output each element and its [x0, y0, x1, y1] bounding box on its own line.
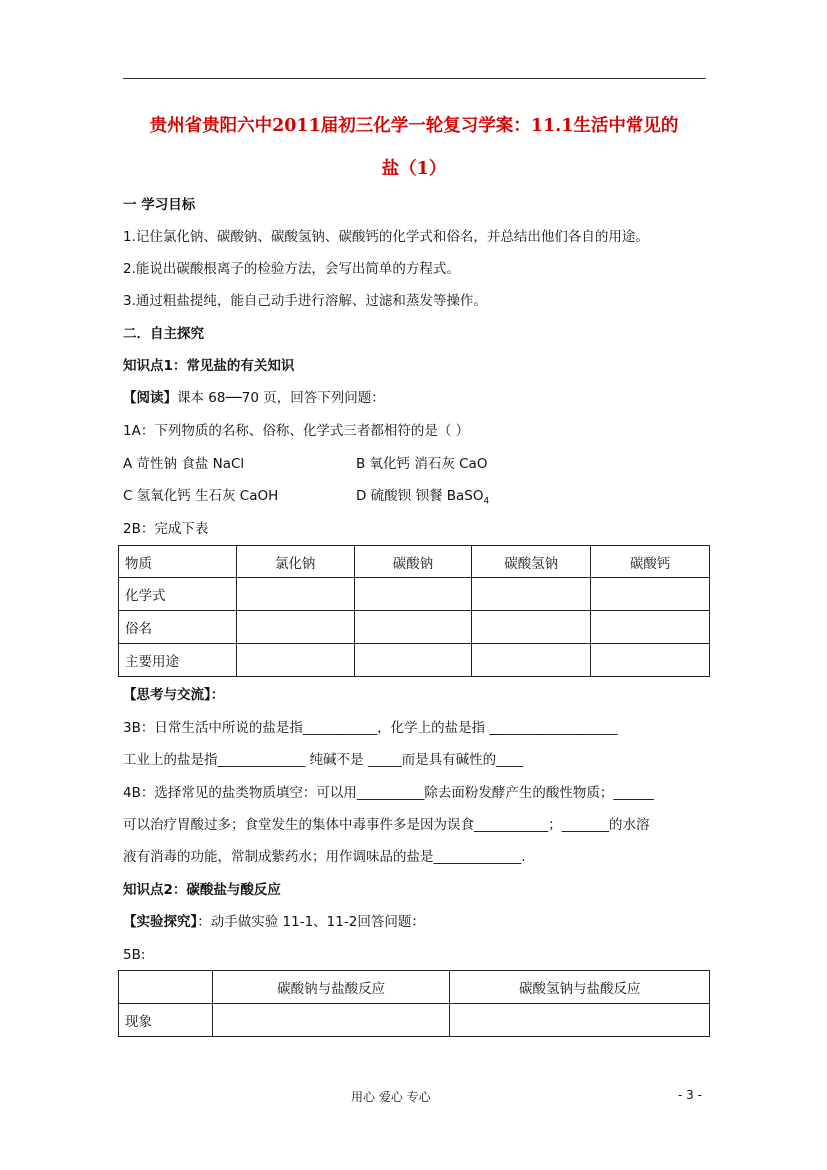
reading-label: 【阅读】	[123, 390, 177, 406]
table-header-cell: 碳酸钠与盐酸反应	[212, 971, 450, 1004]
header-rule	[123, 78, 706, 79]
footer-motto: 用心 爱心 专心	[351, 1090, 431, 1104]
blank-cell[interactable]	[212, 1004, 450, 1037]
page-number: - 3 -	[678, 1088, 702, 1102]
blank-cell[interactable]	[236, 578, 354, 611]
table-row	[119, 1004, 710, 1037]
table-header-cell: 碳酸钙	[591, 546, 710, 578]
option-d-text: D 硫酸钡 钡餐 BaSO	[356, 488, 484, 504]
blank-cell[interactable]	[472, 578, 591, 611]
blank-cell[interactable]	[472, 644, 591, 677]
table-header-cell: 碳酸钠	[354, 546, 472, 578]
row-label: 俗名	[119, 611, 237, 644]
blank-cell[interactable]	[236, 611, 354, 644]
question-2b: 2B：完成下表	[123, 521, 209, 537]
section1-heading: 一 学习目标	[123, 197, 196, 213]
kp1-heading: 知识点1：常见盐的有关知识	[123, 358, 295, 374]
option-c: C 氢氧化钙 生石灰 CaOH	[123, 488, 279, 504]
table-header-cell: 碳酸氢钠	[472, 546, 591, 578]
blank-cell[interactable]	[236, 644, 354, 677]
question-3b-line2: 工业上的盐是指_____________ 纯碱不是 _____而是具有碱性的____	[123, 752, 524, 768]
experiment-text: ：动手做实验 11-1、11-2回答问题：	[197, 914, 425, 930]
think-label: 【思考与交流】：	[123, 687, 225, 703]
row-label: 化学式	[119, 578, 237, 611]
blank-cell[interactable]	[354, 611, 472, 644]
question-4b-line2: 可以治疗胃酸过多；食堂发生的集体中毒事件多是因为误食___________；_______的水溶	[123, 817, 650, 833]
table-row	[119, 644, 710, 677]
table-header-cell: 物质	[119, 546, 237, 578]
blank-cell[interactable]	[591, 578, 710, 611]
reading-text: 课本 68──70 页，回答下列问题：	[177, 390, 385, 406]
blank-cell[interactable]	[472, 611, 591, 644]
table-row	[119, 611, 710, 644]
section2-heading: 二．自主探究	[123, 326, 204, 342]
option-d-subscript: 4	[483, 496, 490, 507]
table-header-row	[119, 546, 710, 578]
goal-3: 3.通过粗盐提纯，能自己动手进行溶解、过滤和蒸发等操作。	[123, 293, 487, 309]
blank-cell[interactable]	[450, 1004, 710, 1037]
goal-1: 1.记住氯化钠、碳酸钠、碳酸氢钠、碳酸钙的化学式和俗名，并总结出他们各自的用途。	[123, 229, 649, 245]
document-title-line2: 盐（1）	[381, 159, 447, 179]
row-label: 现象	[119, 1004, 213, 1037]
goal-2: 2.能说出碳酸根离子的检验方法，会写出简单的方程式。	[123, 261, 460, 277]
reaction-table	[118, 970, 710, 1037]
reading-line	[123, 388, 385, 408]
table-header-cell	[119, 971, 213, 1004]
question-4b-line3: 液有消毒的功能，常制成紫药水；用作调味品的盐是_____________.	[123, 849, 526, 865]
table-header-row	[119, 971, 710, 1004]
experiment-label: 【实验探究】	[123, 914, 198, 930]
blank-cell[interactable]	[591, 644, 710, 677]
blank-cell[interactable]	[354, 644, 472, 677]
table-header-cell: 碳酸氢钠与盐酸反应	[450, 971, 710, 1004]
table-row	[119, 578, 710, 611]
question-3b-line1: 3B：日常生活中所说的盐是指___________，化学上的盐是指 ___________________	[123, 720, 618, 736]
table-header-cell: 氯化钠	[236, 546, 354, 578]
option-a: A 苛性钠 食盐 NaCl	[123, 456, 245, 472]
experiment-line	[123, 912, 425, 932]
question-5b: 5B:	[123, 947, 146, 963]
substances-table	[118, 545, 710, 677]
document-title-line1: 贵州省贵阳六中2011届初三化学一轮复习学案：11.1生活中常见的	[149, 116, 679, 136]
question-4b-line1: 4B：选择常见的盐类物质填空：可以用__________除去面粉发酵产生的酸性物质；______	[123, 785, 654, 801]
kp2-heading: 知识点2：碳酸盐与酸反应	[123, 882, 281, 898]
blank-cell[interactable]	[354, 578, 472, 611]
blank-cell[interactable]	[591, 611, 710, 644]
question-1a: 1A：下列物质的名称、俗称、化学式三者都相符的是（ ）	[123, 423, 470, 439]
option-b: B 氧化钙 消石灰 CaO	[356, 456, 488, 472]
row-label: 主要用途	[119, 644, 237, 677]
option-d	[356, 486, 489, 512]
